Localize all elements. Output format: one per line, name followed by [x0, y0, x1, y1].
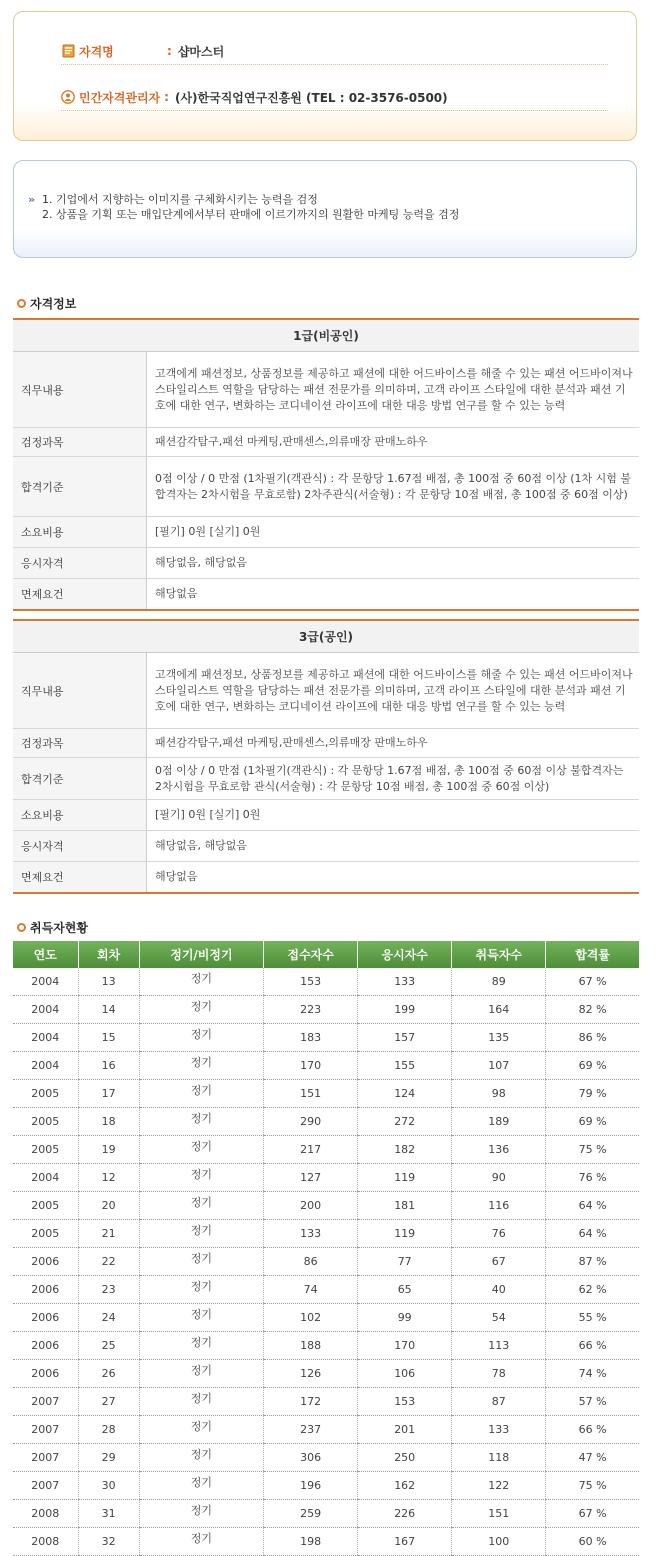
table-cell: 31	[78, 1500, 139, 1528]
table-cell: 183	[264, 1024, 358, 1052]
stats-column-header: 연도	[13, 941, 78, 968]
table-cell: 24	[78, 1304, 139, 1332]
table-cell: 69 %	[546, 1108, 639, 1136]
table-cell: 250	[358, 1444, 452, 1472]
table-cell: 19	[78, 1136, 139, 1164]
table-row	[13, 1192, 639, 1220]
table-cell: 2006	[13, 1276, 78, 1304]
table-cell: 18	[78, 1108, 139, 1136]
table-cell: 66 %	[546, 1416, 639, 1444]
table-cell: 126	[264, 1360, 358, 1388]
table-cell: 54	[452, 1304, 546, 1332]
row-label: 직무내용	[13, 352, 147, 428]
qualification-header-box	[13, 11, 637, 141]
table-cell: 2006	[13, 1360, 78, 1388]
table-row	[13, 758, 639, 800]
table-cell: 124	[358, 1080, 452, 1108]
table-cell: 64 %	[546, 1192, 639, 1220]
table-cell: 237	[264, 1416, 358, 1444]
table-row	[13, 1304, 639, 1332]
person-icon	[61, 90, 75, 104]
table-cell: 정기	[139, 1528, 264, 1556]
stats-column-header: 응시자수	[358, 941, 452, 968]
table-row	[13, 1416, 639, 1444]
table-cell: 정기	[139, 996, 264, 1024]
table-cell: 76 %	[546, 1164, 639, 1192]
table-cell: 2004	[13, 1024, 78, 1052]
row-label: 합격기준	[13, 758, 147, 800]
table-cell: 136	[452, 1136, 546, 1164]
table-cell: 정기	[139, 1360, 264, 1388]
table-cell: 122	[452, 1472, 546, 1500]
row-value: [필기] 0원 [실기] 0원	[147, 517, 640, 548]
table-row	[13, 1220, 639, 1248]
table-cell: 69 %	[546, 1052, 639, 1080]
table-cell: 196	[264, 1472, 358, 1500]
table-cell: 75 %	[546, 1472, 639, 1500]
table-cell: 정기	[139, 1192, 264, 1220]
table-cell: 200	[264, 1192, 358, 1220]
table-cell: 14	[78, 996, 139, 1024]
manager-label: 민간자격관리자	[79, 90, 161, 105]
table-cell: 32	[78, 1528, 139, 1556]
manager-colon: :	[164, 90, 169, 104]
table-row	[13, 1024, 639, 1052]
table-cell: 102	[264, 1304, 358, 1332]
table-cell: 113	[452, 1332, 546, 1360]
qualification-name-value: 샵마스터	[177, 44, 225, 59]
row-value: 0점 이상 / 0 만점 (1차필기(객관식) : 각 문항당 1.67점 배점, 총 100점 중 60점 이상 (1차 시험 불합격자는 2차시험을 무효로함) 2차주관식(서술형) : 각 문항당 10점 배점, 총 100점 중 60점 이상)	[147, 457, 640, 517]
table-cell: 28	[78, 1416, 139, 1444]
table-cell: 74 %	[546, 1360, 639, 1388]
manager-value: (사)한국직업연구진흥원 (TEL : 02-3576-0500)	[174, 90, 448, 105]
table-row	[13, 1136, 639, 1164]
row-value: 고객에게 패션정보, 상품정보를 제공하고 패션에 대한 어드바이스를 해줄 수 있는 패션 어드바이져나 스타일리스트 역할을 담당하는 패션 전문가를 의미하며, 고객 라이프 스타일에 대한 분석과 패션 기호에 대한 연구, 변화하는 코디네이션 라이프에 대한 대응 방법 연구를 할 수 있는 능력	[147, 352, 640, 428]
table-cell: 정기	[139, 1304, 264, 1332]
row-value: 패션감각탐구,패션 마케팅,판매센스,의류매장 판매노하우	[147, 428, 640, 457]
table-cell: 90	[452, 1164, 546, 1192]
table-row	[13, 1472, 639, 1500]
table-cell: 정기	[139, 1080, 264, 1108]
table-cell: 119	[358, 1220, 452, 1248]
bullet-circle-icon	[17, 923, 26, 932]
table-cell: 182	[358, 1136, 452, 1164]
row-label: 응시자격	[13, 831, 147, 862]
table-cell: 188	[264, 1332, 358, 1360]
table-cell: 87 %	[546, 1248, 639, 1276]
row-value: 해당없음, 해당없음	[147, 831, 640, 862]
table-cell: 정기	[139, 1108, 264, 1136]
stats-header-row	[13, 941, 639, 968]
table-cell: 135	[452, 1024, 546, 1052]
row-value: [필기] 0원 [실기] 0원	[147, 800, 640, 831]
table-cell: 86	[264, 1248, 358, 1276]
table-cell: 272	[358, 1108, 452, 1136]
table-cell: 198	[264, 1528, 358, 1556]
qual-info-title: 자격정보	[17, 295, 76, 312]
table-row	[13, 1444, 639, 1472]
table-cell: 78	[452, 1360, 546, 1388]
double-arrow-icon: »	[28, 193, 36, 206]
table-cell: 223	[264, 996, 358, 1024]
table-row	[13, 1528, 639, 1556]
table-cell: 86 %	[546, 1024, 639, 1052]
table-row	[13, 1332, 639, 1360]
table-cell: 226	[358, 1500, 452, 1528]
table-cell: 118	[452, 1444, 546, 1472]
table-cell: 정기	[139, 1052, 264, 1080]
table-cell: 2005	[13, 1080, 78, 1108]
table-cell: 66 %	[546, 1332, 639, 1360]
table-cell: 82 %	[546, 996, 639, 1024]
table-cell: 22	[78, 1248, 139, 1276]
table-cell: 201	[358, 1416, 452, 1444]
table-cell: 정기	[139, 1164, 264, 1192]
table-cell: 290	[264, 1108, 358, 1136]
table-cell: 107	[452, 1052, 546, 1080]
row-label: 면제요건	[13, 579, 147, 610]
table-row	[13, 1108, 639, 1136]
table-cell: 89	[452, 968, 546, 996]
table-cell: 23	[78, 1276, 139, 1304]
table-row	[13, 996, 639, 1024]
table-cell: 40	[452, 1276, 546, 1304]
table-row	[13, 1052, 639, 1080]
table-cell: 98	[452, 1080, 546, 1108]
table-cell: 64 %	[546, 1220, 639, 1248]
table-cell: 정기	[139, 1248, 264, 1276]
table-cell: 189	[452, 1108, 546, 1136]
table-cell: 정기	[139, 1444, 264, 1472]
table-cell: 정기	[139, 1220, 264, 1248]
table-cell: 119	[358, 1164, 452, 1192]
table-cell: 12	[78, 1164, 139, 1192]
table-cell: 27	[78, 1388, 139, 1416]
table-row	[13, 729, 639, 758]
table-cell: 26	[78, 1360, 139, 1388]
table-row	[13, 1500, 639, 1528]
table-cell: 67	[452, 1248, 546, 1276]
table-cell: 2007	[13, 1444, 78, 1472]
stats-column-header: 회차	[78, 941, 139, 968]
table-cell: 74	[264, 1276, 358, 1304]
row-value: 해당없음, 해당없음	[147, 548, 640, 579]
table-cell: 30	[78, 1472, 139, 1500]
table-cell: 15	[78, 1024, 139, 1052]
manager-row	[61, 84, 608, 111]
table-cell: 67 %	[546, 1500, 639, 1528]
table-cell: 79 %	[546, 1080, 639, 1108]
qualification-name-row	[61, 38, 608, 65]
table-cell: 정기	[139, 1388, 264, 1416]
table-cell: 199	[358, 996, 452, 1024]
table-cell: 2004	[13, 1052, 78, 1080]
table-row	[13, 352, 639, 428]
table-cell: 20	[78, 1192, 139, 1220]
stats-table	[13, 941, 639, 1556]
table-cell: 정기	[139, 1024, 264, 1052]
table-row	[13, 579, 639, 610]
table-cell: 100	[452, 1528, 546, 1556]
table-row	[13, 548, 639, 579]
table-cell: 정기	[139, 1332, 264, 1360]
table-cell: 13	[78, 968, 139, 996]
table-cell: 2006	[13, 1332, 78, 1360]
table-cell: 57 %	[546, 1388, 639, 1416]
table-cell: 133	[452, 1416, 546, 1444]
table-cell: 170	[264, 1052, 358, 1080]
row-value: 해당없음	[147, 862, 640, 893]
table-cell: 2007	[13, 1472, 78, 1500]
table-cell: 16	[78, 1052, 139, 1080]
table-cell: 21	[78, 1220, 139, 1248]
row-value: 고객에게 패션정보, 상품정보를 제공하고 패션에 대한 어드바이스를 해줄 수 있는 패션 어드바이져나 스타일리스트 역할을 담당하는 패션 전문가를 의미하며, 고객 라이프 스타일에 대한 분석과 패션 기호에 대한 연구, 변화하는 코디네이션 라이프에 대한 대응 방법 연구를 할 수 있는 능력	[147, 653, 640, 729]
table-cell: 75 %	[546, 1136, 639, 1164]
table-cell: 133	[264, 1220, 358, 1248]
book-icon	[61, 44, 75, 58]
table-cell: 116	[452, 1192, 546, 1220]
qualification-name-colon: :	[167, 44, 172, 58]
table-row	[13, 428, 639, 457]
table-row	[13, 1080, 639, 1108]
table-cell: 2004	[13, 1164, 78, 1192]
table-cell: 181	[358, 1192, 452, 1220]
table-cell: 2008	[13, 1500, 78, 1528]
table-cell: 정기	[139, 1416, 264, 1444]
stats-column-header: 정기/비정기	[139, 941, 264, 968]
table-cell: 217	[264, 1136, 358, 1164]
table-cell: 62 %	[546, 1276, 639, 1304]
table-cell: 306	[264, 1444, 358, 1472]
table-row	[13, 1248, 639, 1276]
table-cell: 29	[78, 1444, 139, 1472]
table-row	[13, 1276, 639, 1304]
table-cell: 170	[358, 1332, 452, 1360]
table-cell: 127	[264, 1164, 358, 1192]
table-cell: 164	[452, 996, 546, 1024]
row-value: 해당없음	[147, 579, 640, 610]
bullet-circle-icon	[17, 299, 26, 308]
table-cell: 25	[78, 1332, 139, 1360]
table-cell: 2005	[13, 1108, 78, 1136]
row-label: 검정과목	[13, 729, 147, 758]
table-cell: 167	[358, 1528, 452, 1556]
table-cell: 99	[358, 1304, 452, 1332]
table-cell: 2005	[13, 1192, 78, 1220]
row-label: 면제요건	[13, 862, 147, 893]
table-cell: 76	[452, 1220, 546, 1248]
table-cell: 153	[264, 968, 358, 996]
row-label: 소요비용	[13, 517, 147, 548]
table-row	[13, 653, 639, 729]
stats-title: 취득자현황	[17, 919, 88, 936]
table-cell: 정기	[139, 1500, 264, 1528]
table-cell: 정기	[139, 1276, 264, 1304]
table-row	[13, 800, 639, 831]
table-cell: 151	[452, 1500, 546, 1528]
qualification-name-label: 자격명	[79, 44, 114, 59]
row-label: 응시자격	[13, 548, 147, 579]
description-box	[13, 160, 637, 258]
table-row	[13, 1388, 639, 1416]
table-cell: 106	[358, 1360, 452, 1388]
table-row	[13, 457, 639, 517]
grade-title: 1급(비공인)	[13, 319, 639, 352]
grade-table	[13, 619, 639, 894]
row-label: 직무내용	[13, 653, 147, 729]
table-cell: 65	[358, 1276, 452, 1304]
table-cell: 정기	[139, 1472, 264, 1500]
grade-table	[13, 318, 639, 611]
table-cell: 정기	[139, 968, 264, 996]
row-label: 소요비용	[13, 800, 147, 831]
table-cell: 2007	[13, 1388, 78, 1416]
table-cell: 2004	[13, 968, 78, 996]
table-cell: 155	[358, 1052, 452, 1080]
row-value: 패션감각탐구,패션 마케팅,판매센스,의류매장 판매노하우	[147, 729, 640, 758]
description-line: 1. 기업에서 지향하는 이미지를 구체화시키는 능력을 검정	[42, 193, 318, 206]
table-cell: 2004	[13, 996, 78, 1024]
table-cell: 2005	[13, 1136, 78, 1164]
table-row	[13, 1164, 639, 1192]
table-cell: 60 %	[546, 1528, 639, 1556]
grade-title: 3급(공인)	[13, 620, 639, 653]
table-cell: 2006	[13, 1248, 78, 1276]
table-cell: 151	[264, 1080, 358, 1108]
table-cell: 2008	[13, 1528, 78, 1556]
table-cell: 77	[358, 1248, 452, 1276]
table-cell: 2005	[13, 1220, 78, 1248]
table-cell: 162	[358, 1472, 452, 1500]
table-cell: 47 %	[546, 1444, 639, 1472]
table-cell: 67 %	[546, 968, 639, 996]
stats-column-header: 접수자수	[264, 941, 358, 968]
table-row	[13, 517, 639, 548]
table-cell: 2006	[13, 1304, 78, 1332]
table-row	[13, 968, 639, 996]
row-label: 검정과목	[13, 428, 147, 457]
table-cell: 157	[358, 1024, 452, 1052]
stats-column-header: 취득자수	[452, 941, 546, 968]
table-cell: 2007	[13, 1416, 78, 1444]
row-label: 합격기준	[13, 457, 147, 517]
table-cell: 87	[452, 1388, 546, 1416]
table-cell: 정기	[139, 1136, 264, 1164]
table-cell: 153	[358, 1388, 452, 1416]
table-row	[13, 1360, 639, 1388]
table-cell: 259	[264, 1500, 358, 1528]
table-cell: 55 %	[546, 1304, 639, 1332]
row-value: 0점 이상 / 0 만점 (1차필기(객관식) : 각 문항당 1.67점 배점, 총 100점 중 60점 이상 불합격자는 2차시험을 무효로함 관식(서술형) : 각 문항당 10점 배점, 총 100점 중 60점 이상)	[147, 758, 640, 800]
table-cell: 172	[264, 1388, 358, 1416]
description-line: 2. 상품을 기획 또는 매입단계에서부터 판매에 이르기까지의 원활한 마케팅 능력을 검정	[42, 208, 460, 221]
table-cell: 133	[358, 968, 452, 996]
table-row	[13, 831, 639, 862]
table-row	[13, 862, 639, 893]
table-cell: 17	[78, 1080, 139, 1108]
stats-column-header: 합격률	[546, 941, 639, 968]
